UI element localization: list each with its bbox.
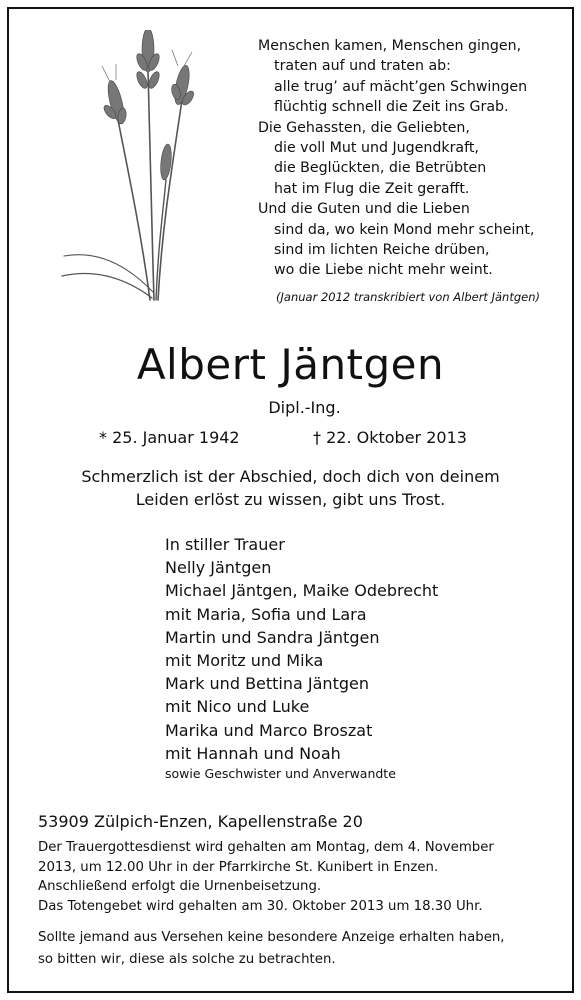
deceased-name: Albert Jäntgen [136,340,445,389]
poem-line: alle trug’ auf mächt’gen Schwingen [274,78,528,95]
academic-title: Dipl.-Ing. [268,398,341,417]
consolation-text [0,465,581,511]
wheat-illustration [58,30,208,302]
relatives-line: sowie Geschwister und Anverwandte [165,766,396,782]
mourner-line: Martin und Sandra Jäntgen [165,627,380,647]
poem-line: Und die Guten und die Lieben [258,201,470,218]
mourner-line: mit Nico und Luke [165,697,310,717]
notice-line: so bitten wir, diese als solche zu betrachten. [38,951,336,967]
poem-line: wo die Liebe nicht mehr weint. [274,262,493,279]
service-detail-line: Anschließend erfolgt die Urnenbeisetzung. [38,879,322,894]
service-details [38,838,558,916]
mourners-list [165,533,438,783]
death-date: † 22. Oktober 2013 [313,428,467,447]
service-detail-line: Das Totengebet wird gehalten am 30. Oktober 2013 um 18.30 Uhr. [38,898,483,914]
poem-line: sind im lichten Reiche drüben, [274,242,490,259]
notice-text [38,927,558,970]
poem-line: hat im Flug die Zeit gerafft. [274,180,470,197]
mourner-line: Mark und Bettina Jäntgen [165,674,369,694]
poem-line: Die Gehassten, die Geliebten, [258,119,470,136]
poem-line: die Beglückten, die Betrübten [274,160,487,177]
poem-line: traten auf und traten ab: [274,58,451,75]
mourner-line: mit Maria, Sofia und Lara [165,604,367,624]
poem-line: sind da, wo kein Mond mehr scheint, [274,221,535,238]
consolation-line: Leiden erlöst zu wissen, gibt uns Trost. [135,490,446,509]
mourning-heading: In stiller Trauer [165,535,285,554]
mourner-line: Michael Jäntgen, Maike Odebrecht [165,581,439,601]
poem-line: flüchtig schnell die Zeit ins Grab. [274,99,509,116]
service-detail-line: 2013, um 12.00 Uhr in der Pfarrkirche St. Kunibert in Enzen. [38,859,439,875]
service-detail-line: Der Trauergottesdienst wird gehalten am Montag, dem 4. November [38,840,494,855]
poem-line: Menschen kamen, Menschen gingen, [258,38,522,54]
family-address: 53909 Zülpich-Enzen, Kapellenstraße 20 [38,812,363,831]
mourner-line: Marika und Marco Broszat [165,720,373,740]
mourner-line: mit Hannah und Noah [165,743,341,763]
mourner-line: mit Moritz und Mika [165,651,324,671]
notice-line: Sollte jemand aus Versehen keine besondere Anzeige erhalten haben, [38,930,505,945]
mourner-line: Nelly Jäntgen [165,558,272,578]
poem [258,36,558,281]
consolation-line: Schmerzlich ist der Abschied, doch dich von deinem [81,467,500,486]
poem-line: die voll Mut und Jugendkraft, [274,140,479,157]
poem-credit: (Januar 2012 transkribiert von Albert Jäntgen) [276,290,540,304]
birth-date: * 25. Januar 1942 [99,428,240,447]
